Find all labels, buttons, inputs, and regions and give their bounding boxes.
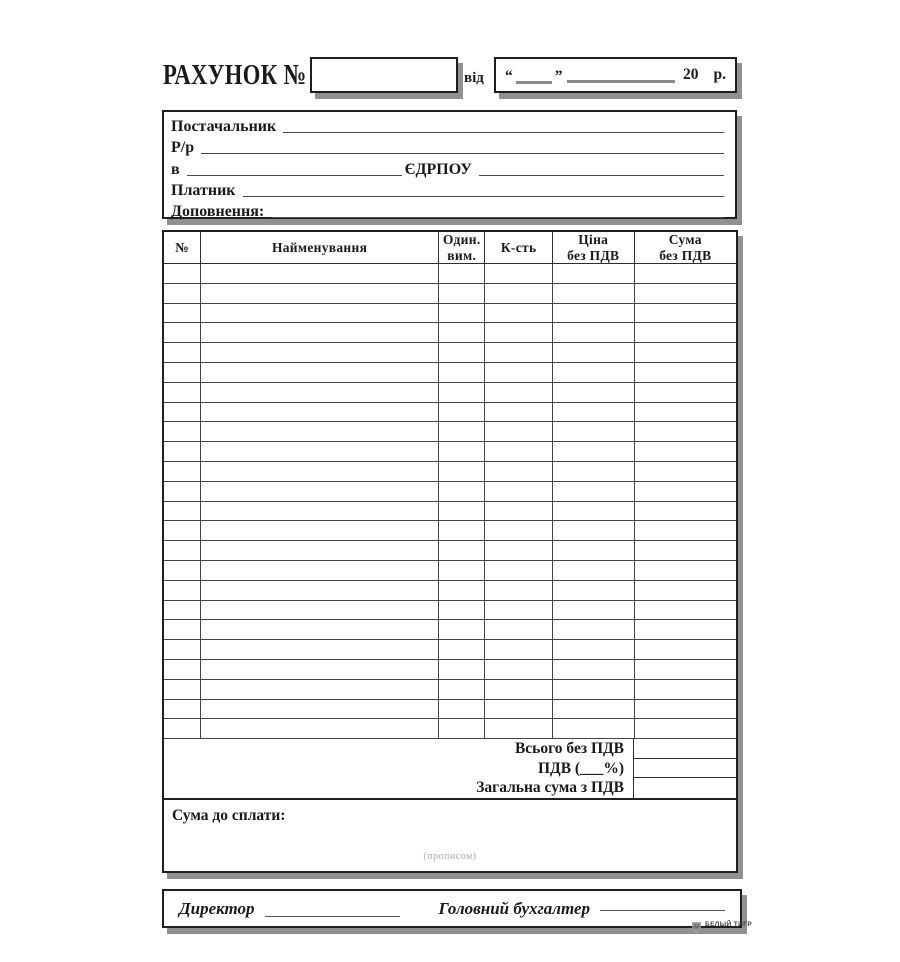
- table-cell: [485, 422, 552, 442]
- table-cell: [164, 521, 201, 541]
- from-label: від: [464, 70, 484, 86]
- table-cell: [552, 620, 634, 640]
- table-cell: [164, 382, 201, 402]
- table-cell: [439, 560, 485, 580]
- table-cell: [552, 679, 634, 699]
- table-cell: [552, 283, 634, 303]
- grand-total-label: Загальна сума з ПДВ: [476, 779, 624, 797]
- table-cell: [439, 343, 485, 363]
- table-cell: [201, 481, 439, 501]
- table-cell: [552, 521, 634, 541]
- table-cell: [634, 422, 736, 442]
- table-cell: [439, 640, 485, 660]
- items-table-body: [164, 264, 736, 739]
- table-cell: [485, 461, 552, 481]
- table-cell: [439, 541, 485, 561]
- table-cell: [552, 719, 634, 739]
- payer-blank-line: [243, 194, 724, 197]
- table-cell: [634, 580, 736, 600]
- table-cell: [439, 481, 485, 501]
- date-day-blank-line: [516, 77, 552, 84]
- table-cell: [201, 600, 439, 620]
- table-cell: [164, 442, 201, 462]
- accountant-signature-line: [600, 898, 725, 911]
- edrpou-blank-line: [479, 173, 724, 176]
- totals-value-cells: [633, 739, 736, 798]
- totals-section: [164, 739, 736, 798]
- addition-blank-line: [271, 215, 724, 218]
- table-cell: [552, 303, 634, 323]
- table-cell: [201, 719, 439, 739]
- table-cell: [439, 422, 485, 442]
- table-cell: [634, 719, 736, 739]
- supplier-info-box: [162, 110, 737, 219]
- table-cell: [439, 402, 485, 422]
- amount-in-words-note: (прописом): [423, 851, 477, 863]
- table-cell: [164, 264, 201, 284]
- table-cell: [552, 461, 634, 481]
- table-cell: [485, 442, 552, 462]
- table-cell: [634, 343, 736, 363]
- watermark-title: БЕЛЫЙ ТИГР: [705, 921, 753, 928]
- table-cell: [201, 283, 439, 303]
- table-cell: [485, 719, 552, 739]
- table-cell: [439, 620, 485, 640]
- totals-labels: [164, 739, 633, 798]
- table-cell: [201, 521, 439, 541]
- column-header-unit-line2: вим.: [447, 247, 477, 263]
- account-blank-line: [201, 151, 724, 154]
- table-cell: [164, 640, 201, 660]
- table-cell: [485, 560, 552, 580]
- table-cell: [439, 679, 485, 699]
- table-cell: [164, 481, 201, 501]
- table-cell: [201, 699, 439, 719]
- accountant-signature-group: [438, 898, 725, 920]
- table-row: [164, 481, 736, 501]
- table-cell: [634, 442, 736, 462]
- table-cell: [552, 600, 634, 620]
- column-header-unit-line1: Один.: [442, 232, 481, 248]
- table-cell: [201, 323, 439, 343]
- table-row: [164, 362, 736, 382]
- column-header-quantity: К-сть: [485, 232, 552, 264]
- table-cell: [485, 640, 552, 660]
- table-cell: [439, 501, 485, 521]
- signatures-box: [162, 889, 742, 928]
- table-cell: [164, 461, 201, 481]
- bank-edrpou-row: [171, 157, 727, 178]
- payer-label: Платник: [171, 181, 236, 199]
- table-row: [164, 580, 736, 600]
- table-row: [164, 303, 736, 323]
- grand-total-value-cell: [634, 778, 736, 798]
- table-cell: [439, 659, 485, 679]
- table-cell: [439, 699, 485, 719]
- table-row: [164, 600, 736, 620]
- addition-label: Доповнення:: [171, 202, 265, 220]
- table-row: [164, 719, 736, 739]
- column-header-sum: [634, 232, 736, 264]
- table-cell: [164, 600, 201, 620]
- table-row: [164, 402, 736, 422]
- table-cell: [439, 719, 485, 739]
- table-cell: [552, 264, 634, 284]
- table-cell: [201, 422, 439, 442]
- account-row: [171, 136, 727, 157]
- table-cell: [485, 264, 552, 284]
- table-cell: [164, 659, 201, 679]
- table-row: [164, 521, 736, 541]
- date-open-quote: “: [505, 68, 513, 85]
- director-label: Директор: [179, 898, 255, 918]
- table-cell: [201, 343, 439, 363]
- table-cell: [485, 303, 552, 323]
- table-row: [164, 323, 736, 343]
- column-header-unit: [439, 232, 485, 264]
- table-cell: [634, 323, 736, 343]
- table-cell: [634, 461, 736, 481]
- table-cell: [201, 264, 439, 284]
- table-cell: [552, 699, 634, 719]
- table-cell: [201, 640, 439, 660]
- table-row: [164, 442, 736, 462]
- table-cell: [164, 402, 201, 422]
- table-cell: [552, 323, 634, 343]
- table-cell: [485, 343, 552, 363]
- table-row: [164, 382, 736, 402]
- total-without-vat-label: Всього без ПДВ: [514, 740, 624, 758]
- table-cell: [164, 580, 201, 600]
- table-cell: [164, 541, 201, 561]
- table-cell: [201, 659, 439, 679]
- table-cell: [439, 323, 485, 343]
- table-cell: [634, 679, 736, 699]
- table-cell: [485, 580, 552, 600]
- addition-row: [171, 200, 727, 221]
- payer-row: [171, 179, 727, 200]
- column-header-name: Найменування: [201, 232, 439, 264]
- table-cell: [201, 679, 439, 699]
- table-cell: [634, 521, 736, 541]
- supplier-label: Постачальник: [171, 118, 277, 136]
- table-cell: [552, 580, 634, 600]
- table-cell: [164, 560, 201, 580]
- table-cell: [164, 422, 201, 442]
- table-cell: [634, 560, 736, 580]
- table-cell: [552, 659, 634, 679]
- table-cell: [485, 283, 552, 303]
- table-cell: [634, 303, 736, 323]
- table-cell: [164, 679, 201, 699]
- table-cell: [485, 541, 552, 561]
- table-cell: [439, 283, 485, 303]
- table-cell: [164, 323, 201, 343]
- table-cell: [634, 283, 736, 303]
- amount-due-label: Сума до сплати:: [172, 807, 286, 825]
- edrpou-label: ЄДРПОУ: [404, 160, 473, 178]
- table-cell: [485, 481, 552, 501]
- table-cell: [485, 699, 552, 719]
- table-cell: [164, 620, 201, 640]
- invoice-date-box: [494, 57, 737, 93]
- invoice-number-box: [310, 57, 458, 93]
- column-header-price-line1: Ціна: [578, 232, 609, 248]
- page-title: РАХУНОК №: [163, 59, 307, 91]
- table-cell: [485, 323, 552, 343]
- table-cell: [201, 382, 439, 402]
- total-without-vat-value-cell: [634, 739, 736, 759]
- column-header-price: [552, 232, 634, 264]
- table-row: [164, 659, 736, 679]
- table-cell: [552, 382, 634, 402]
- supplier-blank-line: [283, 130, 724, 133]
- vat-label: ПДВ (___%): [537, 759, 624, 777]
- watermark-text: [705, 921, 752, 934]
- table-cell: [552, 422, 634, 442]
- column-header-number: №: [164, 232, 201, 264]
- table-cell: [439, 362, 485, 382]
- table-cell: [485, 402, 552, 422]
- column-header-sum-line1: Сума: [668, 232, 702, 248]
- table-cell: [552, 442, 634, 462]
- table-row: [164, 461, 736, 481]
- date-month-blank-line: [567, 76, 676, 83]
- table-cell: [634, 640, 736, 660]
- table-cell: [164, 303, 201, 323]
- table-cell: [439, 461, 485, 481]
- table-cell: [201, 620, 439, 640]
- tiger-logo-icon: [691, 921, 702, 940]
- table-cell: [201, 303, 439, 323]
- table-cell: [201, 541, 439, 561]
- table-cell: [164, 501, 201, 521]
- items-block: [162, 230, 738, 873]
- table-row: [164, 560, 736, 580]
- watermark-subtitle: типография: [705, 928, 747, 933]
- column-header-sum-line2: без ПДВ: [659, 247, 712, 263]
- table-cell: [485, 600, 552, 620]
- table-cell: [201, 580, 439, 600]
- table-cell: [201, 442, 439, 462]
- table-cell: [634, 699, 736, 719]
- table-cell: [634, 362, 736, 382]
- table-cell: [634, 501, 736, 521]
- column-header-price-line2: без ПДВ: [567, 247, 620, 263]
- table-cell: [634, 620, 736, 640]
- table-cell: [552, 402, 634, 422]
- table-cell: [164, 343, 201, 363]
- supplier-row: [171, 115, 727, 136]
- table-cell: [552, 640, 634, 660]
- table-cell: [552, 541, 634, 561]
- table-cell: [439, 382, 485, 402]
- table-cell: [634, 402, 736, 422]
- print-shop-watermark: [691, 921, 752, 940]
- table-row: [164, 640, 736, 660]
- table-cell: [552, 362, 634, 382]
- table-cell: [201, 402, 439, 422]
- table-cell: [634, 541, 736, 561]
- bank-label: в: [171, 160, 180, 178]
- table-cell: [485, 521, 552, 541]
- table-cell: [164, 362, 201, 382]
- table-cell: [164, 699, 201, 719]
- table-cell: [439, 303, 485, 323]
- table-cell: [634, 264, 736, 284]
- table-cell: [201, 461, 439, 481]
- date-year-suffix: р.: [713, 66, 726, 83]
- table-row: [164, 541, 736, 561]
- table-header-row: [164, 232, 736, 264]
- chief-accountant-label: Головний бухгалтер: [438, 898, 590, 918]
- table-cell: [634, 600, 736, 620]
- bank-blank-line: [187, 173, 402, 176]
- table-cell: [439, 264, 485, 284]
- table-cell: [485, 362, 552, 382]
- table-row: [164, 264, 736, 284]
- table-cell: [439, 600, 485, 620]
- account-label: Р/р: [171, 139, 195, 157]
- items-table: [164, 232, 736, 739]
- director-signature-line: [265, 904, 400, 917]
- table-row: [164, 501, 736, 521]
- date-close-quote: ”: [554, 68, 563, 85]
- table-row: [164, 679, 736, 699]
- table-cell: [201, 362, 439, 382]
- table-cell: [164, 719, 201, 739]
- table-cell: [201, 501, 439, 521]
- date-year-prefix: 20: [683, 66, 699, 83]
- table-cell: [485, 382, 552, 402]
- table-cell: [439, 521, 485, 541]
- table-cell: [485, 659, 552, 679]
- amount-due-box: [164, 798, 736, 871]
- table-row: [164, 620, 736, 640]
- vat-value-cell: [634, 759, 736, 779]
- table-cell: [634, 659, 736, 679]
- table-cell: [164, 283, 201, 303]
- table-cell: [439, 580, 485, 600]
- table-row: [164, 343, 736, 363]
- table-cell: [552, 501, 634, 521]
- table-row: [164, 283, 736, 303]
- table-cell: [439, 442, 485, 462]
- table-cell: [634, 382, 736, 402]
- table-row: [164, 422, 736, 442]
- table-cell: [552, 481, 634, 501]
- table-cell: [634, 481, 736, 501]
- table-cell: [485, 501, 552, 521]
- table-row: [164, 699, 736, 719]
- table-cell: [552, 343, 634, 363]
- table-cell: [552, 560, 634, 580]
- table-cell: [201, 560, 439, 580]
- table-cell: [485, 679, 552, 699]
- table-cell: [485, 620, 552, 640]
